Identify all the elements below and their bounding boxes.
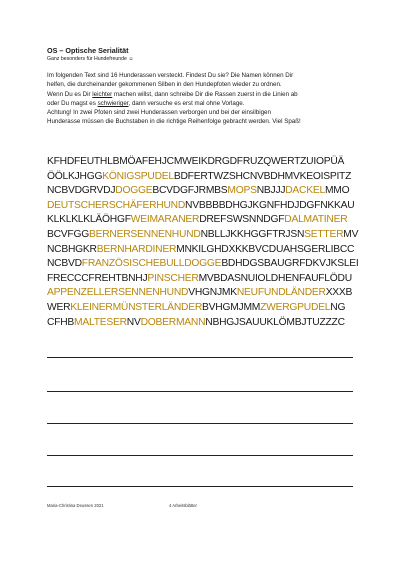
underlined-word-leichter: leichter xyxy=(92,90,113,98)
instructions xyxy=(47,71,369,127)
footer-author: Maria-Christina Deussen 2021 xyxy=(47,503,104,508)
instruction-text: machen willst, dann schreibe Dir die Rassen zuerst in die Linien ab xyxy=(112,90,298,98)
filler-letters: MV xyxy=(343,228,359,240)
filler-letters: KFHDFEUTHLBMÖAFEHJCMWEIKDRGDFRUZQWERTZUIOPÜÄ xyxy=(47,156,345,167)
filler-letters: BVHGMJMM xyxy=(202,301,261,313)
instruction-line: Im folgenden Text sind 16 Hunderassen versteckt. Findest Du sie? Die Namen können Dir xyxy=(47,72,294,79)
filler-letters: NBLLJKKHGGFTRJSN xyxy=(200,228,305,240)
puzzle-row xyxy=(47,184,359,199)
filler-letters: NVBBBBDHGJKGNFHDJDGFNKKAU xyxy=(185,199,355,211)
instruction-text: Wenn Du es Dir xyxy=(47,90,93,98)
highlighted-dog-breed: SETTER xyxy=(304,228,344,240)
highlighted-dog-breed: DALMATINER xyxy=(284,214,348,226)
answer-line[interactable] xyxy=(47,391,353,392)
instruction-line: helfen, die durcheinander gekommenen Silben in den Hundepfoten wieder zu ordnen. xyxy=(47,81,282,89)
instruction-line xyxy=(47,90,369,99)
filler-letters: FRECCCFREHTBNHJ xyxy=(47,272,148,284)
filler-letters: MVBDASNUIOLDHENFAUFLÖDU xyxy=(198,272,352,284)
instruction-line: Hunderasse müssen die Buchstaben in die richtige Reihenfolge gebracht werden. Viel Spaß! xyxy=(47,118,301,126)
highlighted-dog-breed: WEIMARANER xyxy=(130,214,200,226)
puzzle-row xyxy=(47,316,359,331)
highlighted-dog-breed: DACKEL xyxy=(285,185,325,197)
puzzle-row xyxy=(47,228,359,243)
filler-letters: NCBHGKR xyxy=(47,243,97,255)
filler-letters: DREFSWSNNDGF xyxy=(199,214,285,226)
puzzle-row xyxy=(47,170,359,185)
filler-letters: NCBVD xyxy=(47,258,82,270)
filler-letters: BDHDGSBAUGRFDKVJKSLEI xyxy=(221,258,359,270)
highlighted-dog-breed: KÖNIGSPUDEL xyxy=(102,170,174,182)
highlighted-dog-breed: BERNHARDINER xyxy=(96,243,177,255)
filler-letters: BDFERTWZSHCNVBDHMVKEOISPITZ xyxy=(173,170,352,182)
filler-letters: MMO xyxy=(324,185,350,197)
answer-line[interactable] xyxy=(47,455,353,456)
filler-letters: NCBVDGRVDJ xyxy=(47,185,116,197)
underlined-word-schwieriger: schwieriger xyxy=(97,99,129,107)
page-subtitle: Ganz besonders für Hundefreunde ☺ xyxy=(47,56,134,62)
instruction-line xyxy=(47,99,369,108)
puzzle-row xyxy=(47,199,359,214)
puzzle-row xyxy=(47,213,359,228)
filler-letters: NG xyxy=(330,301,346,313)
page-title: OS – Optische Serialität xyxy=(47,46,129,55)
highlighted-dog-breed: APPENZELLERSENNENHUND xyxy=(47,287,189,299)
instruction-text: , dann versuche es erst mal ohne Vorlage. xyxy=(128,99,245,107)
answer-line[interactable] xyxy=(47,357,353,358)
highlighted-dog-breed: DOGGE xyxy=(115,185,153,197)
filler-letters: NBJJJ xyxy=(256,185,286,197)
filler-letters: MNKILGHDXKKBVCDUAHSGERLIBCC xyxy=(176,243,355,255)
puzzle-row xyxy=(47,155,359,170)
puzzle-row xyxy=(47,301,359,316)
puzzle-row xyxy=(47,257,359,272)
filler-letters: NBHGJSAUUKLÖMBJTUZZZC xyxy=(205,316,345,328)
highlighted-dog-breed: FRANZÖSISCHEBULLDOGGE xyxy=(81,258,222,270)
highlighted-dog-breed: MALTESER xyxy=(74,316,127,328)
highlighted-dog-breed: ZWERGPUDEL xyxy=(260,301,331,313)
footer-pages: 4 Arbeitsblätter xyxy=(169,503,197,508)
filler-letters: XXXB xyxy=(325,287,353,299)
filler-letters: WER xyxy=(47,301,71,313)
highlighted-dog-breed: MOPS xyxy=(227,185,257,197)
filler-letters: ÖÖLKJHGG xyxy=(47,170,103,182)
instruction-line: Achtung! In zwei Pfoten sind zwei Hunderassen verborgen und bei der einsilbigen xyxy=(47,109,271,117)
filler-letters: VHGNJMK xyxy=(188,287,237,299)
answer-line[interactable] xyxy=(47,486,353,487)
answer-line[interactable] xyxy=(47,423,353,424)
filler-letters: NV xyxy=(126,316,141,328)
filler-letters: CFHB xyxy=(47,316,75,328)
highlighted-dog-breed: KLEINERMÜNSTERLÄNDER xyxy=(70,301,203,313)
highlighted-dog-breed: PINSCHER xyxy=(147,272,199,284)
highlighted-dog-breed: DEUTSCHERSCHÄFERHUND xyxy=(47,199,186,211)
puzzle-row xyxy=(47,243,359,258)
puzzle-row xyxy=(47,272,359,287)
filler-letters: BCVDGFJRMBS xyxy=(152,185,228,197)
puzzle-row xyxy=(47,286,359,301)
highlighted-dog-breed: NEUFUNDLÄNDER xyxy=(236,287,326,299)
filler-letters: KLKLKLKLÄÖHGF xyxy=(47,214,131,226)
letter-puzzle xyxy=(47,155,359,330)
highlighted-dog-breed: DOBERMANN xyxy=(140,316,206,328)
filler-letters: BCVFGG xyxy=(47,228,89,240)
highlighted-dog-breed: BERNERSENNENHUND xyxy=(88,228,201,240)
instruction-text: oder Du magst es xyxy=(47,99,98,107)
